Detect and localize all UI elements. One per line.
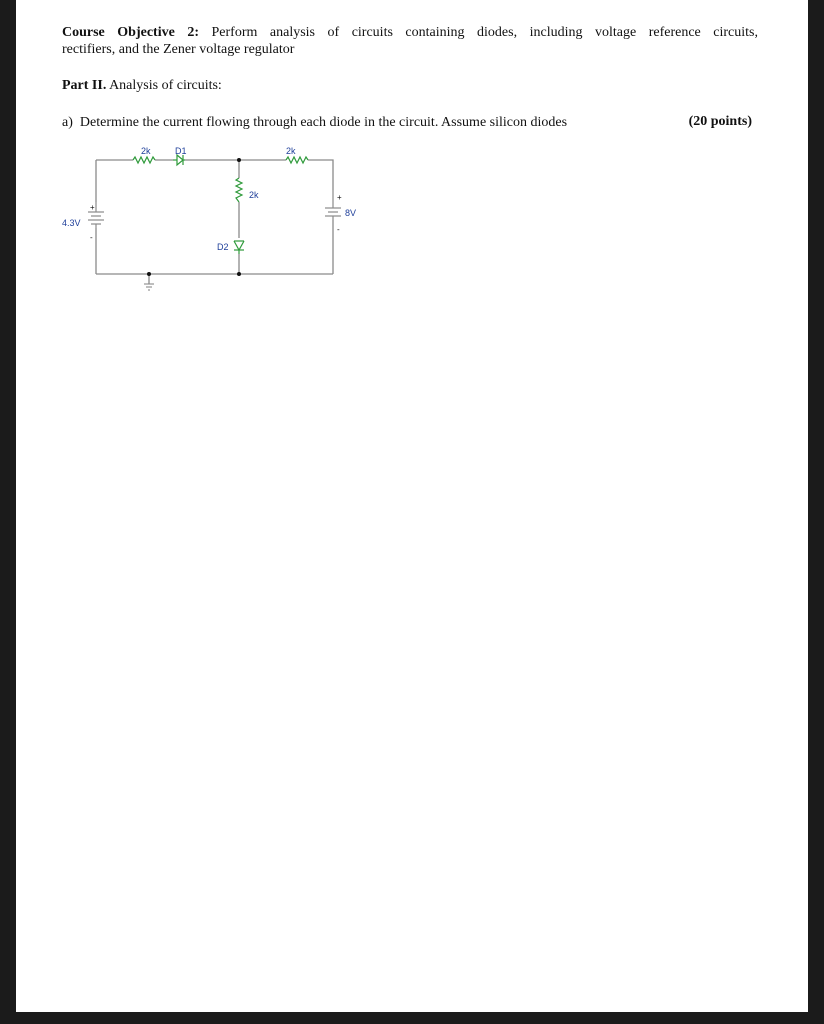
circuit-diagram xyxy=(61,140,361,300)
v2-plus: + xyxy=(337,193,342,202)
objective-text-line1: Perform analysis of circuits containing diodes, including voltage reference circuits, xyxy=(211,25,758,40)
question-a xyxy=(62,114,758,131)
question-prefix: a) xyxy=(62,115,73,130)
resistor-r3 xyxy=(236,178,242,202)
question-text: Determine the current flowing through each diode in the circuit. Assume silicon diodes xyxy=(79,115,568,130)
r2-label: 2k xyxy=(286,146,296,156)
d1-label: D1 xyxy=(175,146,187,156)
question-points: (20 points) xyxy=(688,114,752,129)
diode-d2 xyxy=(234,241,244,254)
document-page xyxy=(16,0,808,1012)
v1-minus: - xyxy=(90,233,93,242)
node-bottom-ground xyxy=(147,272,151,276)
v2-label: 8V xyxy=(345,208,357,218)
part-text: Analysis of circuits: xyxy=(109,78,222,93)
v1-label: 4.3V xyxy=(62,218,81,228)
objective-text-line2: rectifiers, and the Zener voltage regulator xyxy=(62,42,295,57)
v2-minus: - xyxy=(337,225,340,234)
node-bottom-middle xyxy=(237,272,241,276)
course-objective xyxy=(62,24,758,58)
ground-icon xyxy=(144,284,154,290)
resistor-r1 xyxy=(133,157,155,163)
node-top-middle xyxy=(237,158,241,162)
v1-plus: + xyxy=(90,203,95,212)
diode-d1 xyxy=(173,155,185,165)
resistor-r2 xyxy=(286,157,308,163)
r3-label: 2k xyxy=(249,190,259,200)
part-label: Part II. xyxy=(62,78,107,93)
part-heading xyxy=(62,77,758,94)
circuit-wires xyxy=(96,160,333,284)
r1-label: 2k xyxy=(141,146,151,156)
objective-label: Course Objective 2: xyxy=(62,25,199,40)
d2-label: D2 xyxy=(217,242,229,252)
